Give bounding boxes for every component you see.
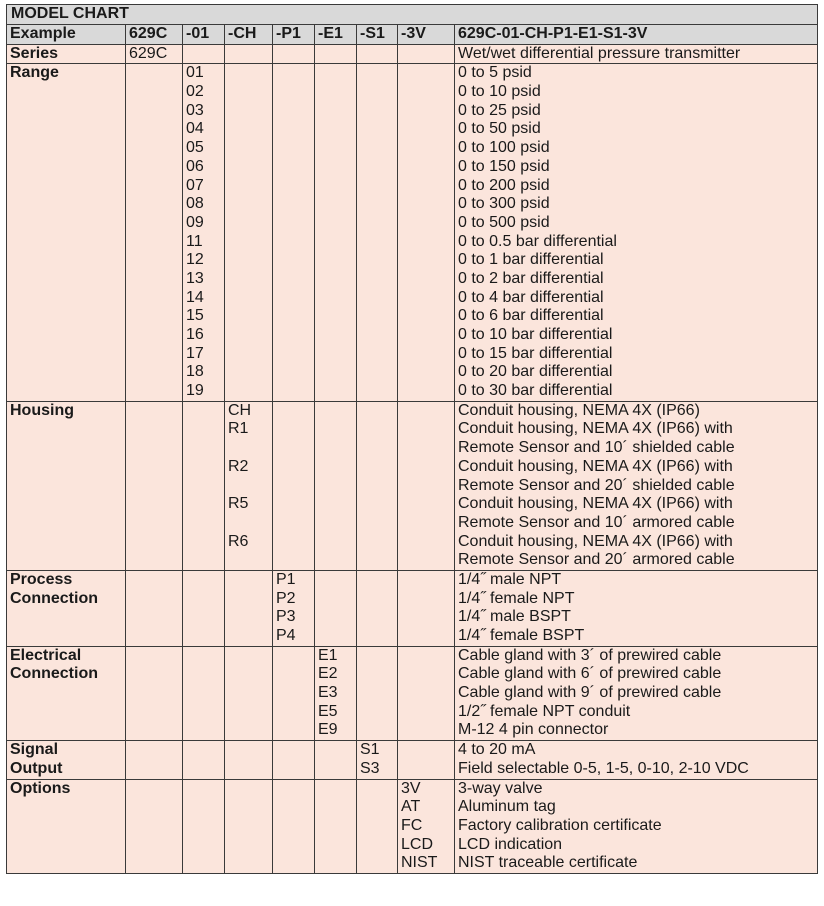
code-value: 16	[186, 326, 204, 344]
code-cell	[273, 570, 315, 646]
code-value: 15	[186, 307, 204, 325]
empty-cell	[357, 64, 398, 401]
description-line: 0 to 100 psid	[458, 139, 550, 157]
code-cell	[126, 44, 183, 64]
empty-cell	[273, 44, 315, 64]
code-cell	[357, 741, 398, 779]
empty-cell	[183, 779, 225, 873]
example-code-process: -P1	[273, 25, 315, 45]
empty-cell	[183, 646, 225, 740]
example-code-series: 629C	[126, 25, 183, 45]
empty-cell	[315, 779, 357, 873]
description-line: M-12 4 pin connector	[458, 721, 609, 739]
empty-cell	[273, 64, 315, 401]
code-value: E1	[318, 646, 338, 664]
description-line: 0 to 4 bar differential	[458, 288, 604, 306]
description-line: Wet/wet differential pressure transmitter	[458, 44, 741, 62]
description-cell	[455, 779, 818, 873]
section-row-range	[7, 64, 818, 401]
code-value	[228, 551, 269, 570]
example-code-housing: -CH	[225, 25, 273, 45]
description-line: 0 to 5 psid	[458, 64, 532, 82]
description-line: 0 to 15 bar differential	[458, 344, 613, 362]
empty-cell	[225, 646, 273, 740]
empty-cell	[273, 741, 315, 779]
section-label-line: Connection	[10, 665, 98, 683]
code-value: E3	[318, 684, 338, 702]
empty-cell	[315, 64, 357, 401]
section-row-signal-output	[7, 741, 818, 779]
code-value: R6	[228, 532, 249, 550]
description-line: Field selectable 0-5, 1-5, 0-10, 2-10 VDC	[458, 759, 749, 777]
empty-cell	[126, 570, 183, 646]
description-line: 0 to 200 psid	[458, 176, 550, 194]
section-label-line: Electrical	[10, 646, 82, 664]
empty-cell	[398, 64, 455, 401]
empty-cell	[357, 779, 398, 873]
code-cell	[225, 401, 273, 570]
empty-cell	[126, 741, 183, 779]
empty-cell	[225, 44, 273, 64]
example-code-range: -01	[183, 25, 225, 45]
description-line: Conduit housing, NEMA 4X (IP66)	[458, 401, 700, 419]
section-row-housing	[7, 401, 818, 570]
description-line: Conduit housing, NEMA 4X (IP66) with	[458, 457, 733, 475]
description-line: NIST traceable certificate	[458, 854, 638, 872]
code-value	[228, 514, 269, 533]
section-label-line: Options	[10, 779, 71, 797]
code-value: 03	[186, 101, 204, 119]
description-line: Conduit housing, NEMA 4X (IP66) with	[458, 532, 733, 550]
description-line: Cable gland with 9´ of prewired cable	[458, 684, 722, 702]
empty-cell	[315, 401, 357, 570]
description-cell	[455, 64, 818, 401]
section-label-line: Housing	[10, 401, 74, 419]
section-label	[7, 44, 126, 64]
code-value: CH	[228, 401, 252, 419]
description-cell	[455, 570, 818, 646]
code-value: 17	[186, 344, 204, 362]
section-label	[7, 779, 126, 873]
code-cell	[315, 646, 357, 740]
description-line: 0 to 10 psid	[458, 83, 541, 101]
code-value: 19	[186, 382, 204, 400]
empty-cell	[273, 779, 315, 873]
section-row-electrical-connection	[7, 646, 818, 740]
description-line: 1/2˝ female NPT conduit	[458, 702, 631, 720]
section-label	[7, 570, 126, 646]
empty-cell	[398, 646, 455, 740]
section-row-process-connection	[7, 570, 818, 646]
empty-cell	[183, 570, 225, 646]
description-line: 0 to 300 psid	[458, 195, 550, 213]
description-line: 0 to 10 bar differential	[458, 326, 613, 344]
code-value: 02	[186, 83, 204, 101]
example-row	[7, 25, 818, 45]
code-value: 629C	[129, 44, 168, 62]
code-value: 04	[186, 120, 204, 138]
description-line: Remote Sensor and 20´ shielded cable	[458, 476, 735, 494]
section-label	[7, 401, 126, 570]
code-value: FC	[401, 816, 423, 834]
code-value: R2	[228, 457, 249, 475]
example-label: Example	[7, 25, 126, 45]
code-value: E9	[318, 721, 338, 739]
empty-cell	[273, 646, 315, 740]
description-line: Remote Sensor and 10´ shielded cable	[458, 439, 735, 457]
example-full-model: 629C-01-CH-P1-E1-S1-3V	[455, 25, 818, 45]
empty-cell	[357, 646, 398, 740]
description-line: 0 to 6 bar differential	[458, 307, 604, 325]
empty-cell	[315, 570, 357, 646]
description-line: Remote Sensor and 20´ armored cable	[458, 551, 735, 569]
description-line: Aluminum tag	[458, 798, 556, 816]
description-line: 0 to 25 psid	[458, 101, 541, 119]
empty-cell	[126, 779, 183, 873]
empty-cell	[315, 44, 357, 64]
code-value	[228, 477, 269, 496]
code-value: P1	[276, 570, 296, 588]
description-line: 1/4˝ male NPT	[458, 570, 562, 588]
empty-cell	[357, 44, 398, 64]
description-line: 4 to 20 mA	[458, 741, 536, 759]
code-value: 09	[186, 213, 204, 231]
empty-cell	[225, 741, 273, 779]
section-label	[7, 646, 126, 740]
description-line: 1/4˝ male BSPT	[458, 608, 571, 626]
example-code-signal: -S1	[357, 25, 398, 45]
empty-cell	[225, 64, 273, 401]
code-value: P3	[276, 608, 296, 626]
description-line: Cable gland with 3´ of prewired cable	[458, 646, 722, 664]
description-cell	[455, 44, 818, 64]
description-line: 1/4˝ female BSPT	[458, 627, 585, 645]
description-line: LCD indication	[458, 835, 563, 853]
description-line: 3-way valve	[458, 779, 543, 797]
code-value: R1	[228, 420, 249, 438]
section-label-line: Process	[10, 570, 73, 588]
description-line: Factory calibration certificate	[458, 816, 662, 834]
description-cell	[455, 646, 818, 740]
code-value: E5	[318, 702, 338, 720]
section-label-line: Range	[10, 64, 59, 82]
code-value: R5	[228, 495, 249, 513]
description-cell	[455, 401, 818, 570]
empty-cell	[315, 741, 357, 779]
code-value: 07	[186, 176, 204, 194]
description-cell	[455, 741, 818, 779]
code-value: LCD	[401, 835, 434, 853]
description-line: 0 to 50 psid	[458, 120, 541, 138]
section-label-line: Output	[10, 759, 63, 777]
empty-cell	[398, 401, 455, 570]
section-label	[7, 64, 126, 401]
empty-cell	[357, 401, 398, 570]
code-cell	[398, 779, 455, 873]
description-line: 0 to 1 bar differential	[458, 251, 604, 269]
empty-cell	[398, 44, 455, 64]
description-line: 0 to 20 bar differential	[458, 363, 613, 381]
code-value: 12	[186, 251, 204, 269]
empty-cell	[183, 401, 225, 570]
model-chart	[6, 4, 818, 874]
code-value: 3V	[401, 779, 421, 797]
empty-cell	[225, 779, 273, 873]
empty-cell	[183, 741, 225, 779]
code-value: 01	[186, 64, 204, 82]
description-line: 0 to 2 bar differential	[458, 269, 604, 287]
description-line: Conduit housing, NEMA 4X (IP66) with	[458, 495, 733, 513]
code-value: 08	[186, 195, 204, 213]
description-line: 0 to 0.5 bar differential	[458, 232, 617, 250]
section-label-line: Series	[10, 44, 59, 62]
code-value: E2	[318, 665, 338, 683]
section-label	[7, 741, 126, 779]
description-line: Cable gland with 6´ of prewired cable	[458, 665, 722, 683]
description-line: 0 to 150 psid	[458, 157, 550, 175]
code-value	[228, 439, 269, 458]
code-value: 06	[186, 157, 204, 175]
description-line: 0 to 30 bar differential	[458, 382, 613, 400]
code-cell	[183, 64, 225, 401]
code-value: P4	[276, 627, 296, 645]
code-value: 05	[186, 139, 204, 157]
section-row-series	[7, 44, 818, 64]
code-value: S1	[360, 741, 380, 759]
code-value: 18	[186, 363, 204, 381]
chart-title: MODEL CHART	[7, 5, 818, 25]
empty-cell	[126, 646, 183, 740]
section-label-line: Signal	[10, 741, 59, 759]
empty-cell	[183, 44, 225, 64]
code-value: NIST	[401, 854, 438, 872]
code-value: 13	[186, 269, 204, 287]
code-value: 14	[186, 288, 204, 306]
empty-cell	[126, 401, 183, 570]
example-code-options: -3V	[398, 25, 455, 45]
empty-cell	[398, 570, 455, 646]
example-code-electrical: -E1	[315, 25, 357, 45]
description-line: 1/4˝ female NPT	[458, 589, 575, 607]
code-value: 11	[186, 232, 203, 250]
section-label-line: Connection	[10, 589, 98, 607]
description-line: Conduit housing, NEMA 4X (IP66) with	[458, 420, 733, 438]
code-value: AT	[401, 798, 421, 816]
empty-cell	[273, 401, 315, 570]
section-row-options	[7, 779, 818, 873]
code-value: S3	[360, 759, 380, 777]
description-line: 0 to 500 psid	[458, 213, 550, 231]
empty-cell	[357, 570, 398, 646]
empty-cell	[126, 64, 183, 401]
description-line: Remote Sensor and 10´ armored cable	[458, 513, 735, 531]
code-value: P2	[276, 589, 296, 607]
empty-cell	[225, 570, 273, 646]
model-chart-table	[6, 4, 818, 874]
empty-cell	[398, 741, 455, 779]
